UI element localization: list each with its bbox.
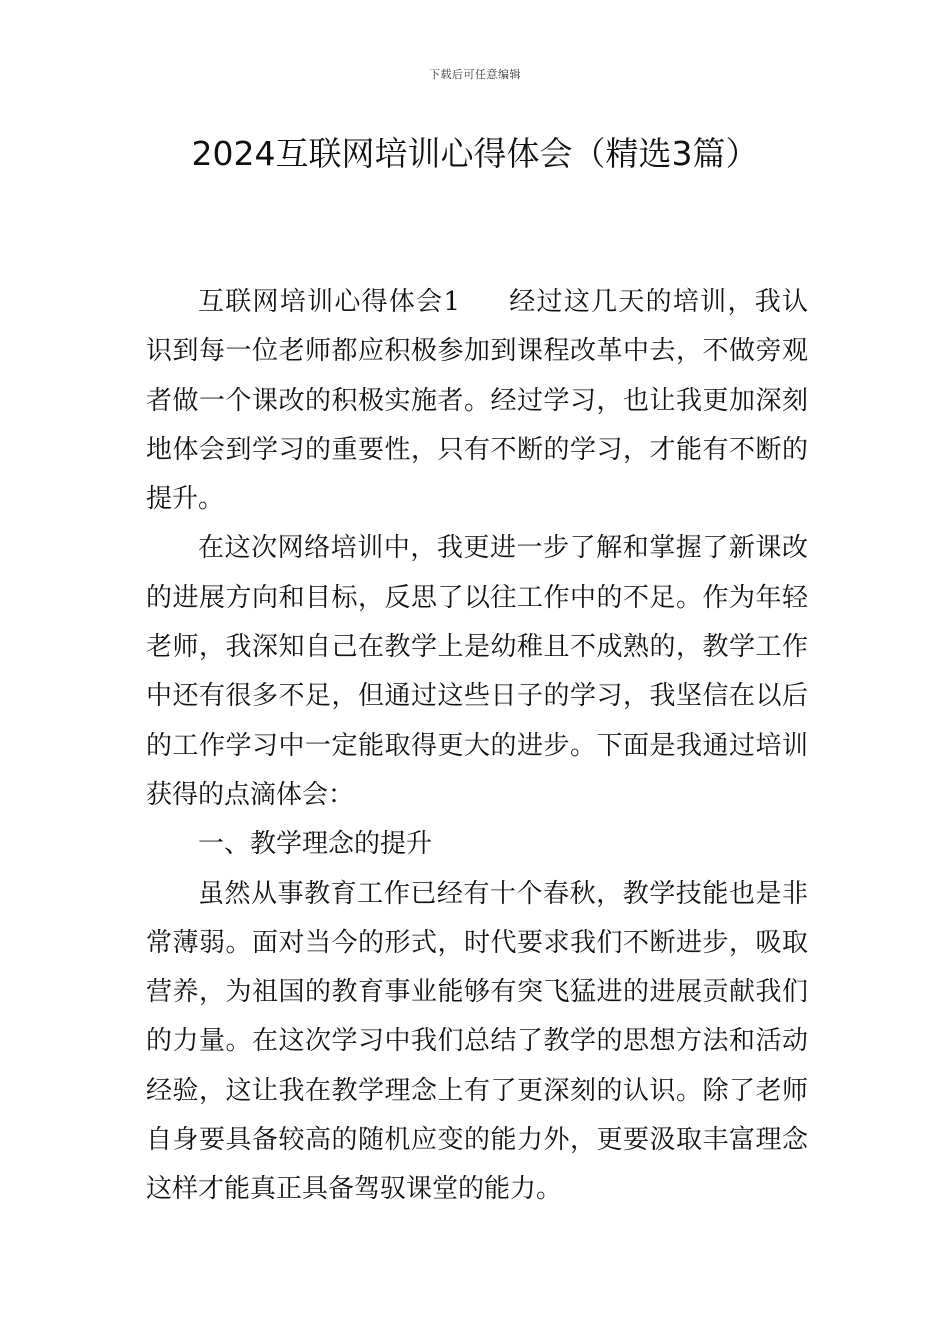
paragraph: 在这次网络培训中，我更进一步了解和掌握了新课改的进展方向和目标，反思了以往工作中的不足。作为年轻老师，我深知自己在教学上是幼稚且不成熟的，教学工作中还有很多不足，但通过这些日子的学习，我坚信在以后的工作学习中一定能取得更大的进步。下面是我通过培训获得的点滴体会： xyxy=(146,533,808,810)
paragraph-text: 经过这几天的培训，我认识到每一位老师都应积极参加到课程改革中去，不做旁观者做一个课改的积极实施者。经过学习，也让我更加深刻地体会到学习的重要性，只有不断的学习，才能有不断的提升。 xyxy=(146,287,808,515)
section-lead: 互联网培训心得体会1 xyxy=(198,287,460,317)
document-body xyxy=(146,278,808,1215)
section-heading: 一、教学理念的提升 xyxy=(198,829,433,860)
document-title: 2024互联网培训心得体会（精选3篇） xyxy=(191,134,759,173)
paragraph-intro xyxy=(146,278,808,524)
paragraph: 虽然从事教育工作已经有十个春秋，教学技能也是非常薄弱。面对当今的形式，时代要求我们不断进步，吸取营养，为祖国的教育事业能够有突飞猛进的进展贡献我们的力量。在这次学习中我们总结了教学的思想方法和活动经验，这让我在教学理念上有了更深刻的认识。除了老师自身要具备较高的随机应变的能力外，更要汲取丰富理念这样才能真正具备驾驭课堂的能力。 xyxy=(146,878,808,1205)
header-note: 下载后可任意编辑 xyxy=(429,68,521,81)
